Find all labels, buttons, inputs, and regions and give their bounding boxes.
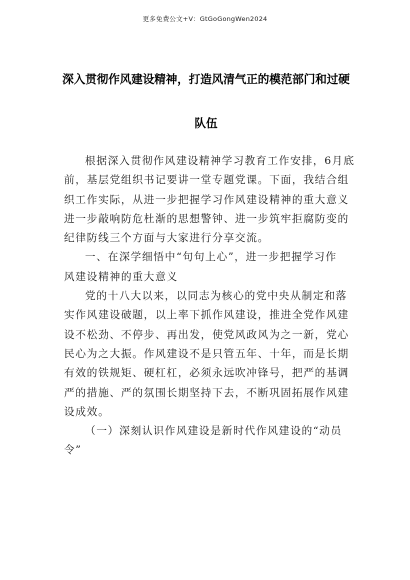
body-line: 设不松劲、不停步、再出发，使党风政风为之一新，党心 <box>64 328 349 341</box>
body-line: 一、在深学细悟中“句句上心”，进一步把握学习作 <box>85 251 337 264</box>
document-title-line-1: 深入贯彻作风建设精神，打造风清气正的模范部门和过硬 <box>62 72 350 86</box>
header-note: 更多免费公文+V：GtGoGongWen2024 <box>142 15 268 23</box>
body-line: 风建设精神的重大意义 <box>64 270 178 283</box>
document-title-line-2: 队伍 <box>194 116 218 130</box>
body-line: 设成效。 <box>64 405 110 418</box>
body-line: 纪律防线三个方面与大家进行分享交流。 <box>64 232 270 245</box>
document-body <box>64 152 355 461</box>
body-line: 严的措施、严的氛围长期坚持下去，不断巩固拓展作风建 <box>64 386 349 399</box>
body-line: 根据深入贯彻作风建设精神学习教育工作安排，6月底 <box>85 155 355 167</box>
body-line: 实作风建设破题，以上率下抓作风建设，推进全党作风建 <box>64 309 349 322</box>
body-line: 有效的铁规矩、硬杠杠，必须永远吹冲锋号，把严的基调 <box>64 367 349 380</box>
body-line: 民心为之大振。作风建设不是只管五年、十年，而是长期 <box>64 347 349 360</box>
body-line: 进一步敲响防危杜渐的思想警钟、进一步筑牢拒腐防变的 <box>64 212 349 225</box>
body-line: 党的十八大以来，以同志为核心的党中央从制定和落 <box>85 290 348 303</box>
body-line: 前，基层党组织书记要讲一堂专题党课。下面，我结合组 <box>64 174 349 187</box>
body-line: （一）深刻认识作风建设是新时代作风建设的“动员 <box>85 425 343 438</box>
body-line: 令” <box>64 444 82 457</box>
body-line: 织工作实际，从进一步把握学习作风建设精神的重大意义 <box>64 193 349 206</box>
